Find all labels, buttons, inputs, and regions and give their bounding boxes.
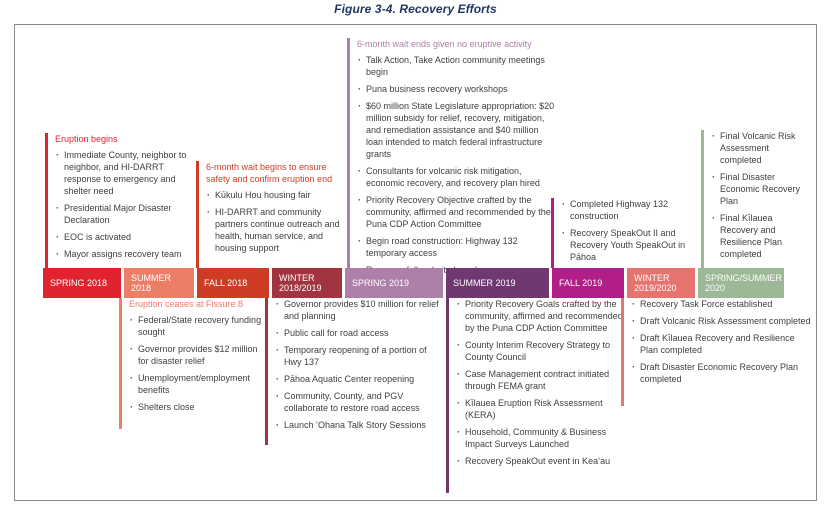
event-bullet: · Launch ʻOhana Talk Story Sessions [275,419,445,431]
event-bullet: · Shelters close [129,401,269,413]
event-bullet: · Recovery SpeakOut event in Keaʻau [456,455,632,467]
event-header: Eruption ceases at Fissure 8 [129,299,244,309]
event-bullet: · Household, Community & Business Impact Surveys Launched [456,426,632,450]
event-bullet: · Draft Disaster Economic Recovery Plan completed [631,361,813,385]
event-bullet: · Presidential Major Disaster Declaration [55,202,195,226]
event-block-winter-2018-2019-below [265,298,445,445]
event-bullet: · Draft Kīlauea Recovery and Resilience Plan completed [631,332,813,356]
event-block-winter-2019-2020-below [621,298,813,406]
event-bullet: · Case Management contract initiated through FEMA grant [456,368,632,392]
timeline-segment-label: WINTER 2018/2019 [279,272,322,293]
event-bullet: · Public call for road access [275,327,445,339]
event-header: 6-month wait ends given no eruptive activity [357,39,532,49]
event-bullet: · Pāhoa Aquatic Center reopening [275,373,445,385]
event-bullet: · Recovery Task Force established [631,298,813,310]
event-bullet: · $60 million State Legislature appropriation: $20 million subsidy for relief, recovery, mitigation, and remediation assistance and $40 million loan intended to match federal infrastructure grants [357,100,557,160]
event-bullet: · Completed Highway 132 construction [561,198,699,222]
event-bullet: · Talk Action, Take Action community meetings begin [357,54,557,78]
event-bullet: · Priority Recovery Objective crafted by the community, affirmed and recommended by the Puna CDP Action Committee [357,194,557,230]
timeline-segment-spring-2019 [345,268,443,298]
timeline-segment-label: SPRING 2019 [352,277,410,288]
event-bullet: · Puna business recovery workshops [357,83,557,95]
event-bullet-list [206,189,347,254]
event-bullet: · Begin road construction: Highway 132 temporary access [357,235,557,259]
event-bullet-list [275,298,445,431]
event-bullet: · Temporary reopening of a portion of Hwy 137 [275,344,445,368]
timeline-segment-label: SPRING 2018 [50,277,108,288]
timeline-segment-label: FALL 2019 [559,277,603,288]
event-block-fall-2018-above [196,161,347,268]
timeline-segment-label: SPRING/SUMMER 2020 [705,272,783,293]
event-bullet-list [357,54,557,276]
event-bullet: · Mayor assigns recovery team [55,248,195,260]
event-bullet: · Federal/State recovery funding sought [129,314,269,338]
timeline-segment-fall-2019 [552,268,624,298]
timeline-segment-label: WINTER 2019/2020 [634,272,677,293]
event-bullet: · Final Disaster Economic Recovery Plan [711,171,803,207]
event-block-summer-2019-below [446,298,632,493]
event-bullet: · Consultants for volcanic risk mitigation, economic recovery, and recovery plan hired [357,165,557,189]
timeline-segment-spring-2018 [43,268,121,298]
event-bullet: · Draft Volcanic Risk Assessment completed [631,315,813,327]
event-bullet: · EOC is activated [55,231,195,243]
event-bullet: · Final Kīlauea Recovery and Resilience Plan completed [711,212,803,260]
event-block-spring-summer-2020-above [701,130,803,268]
timeline-segment-winter-2018-2019 [272,268,342,298]
event-bullet: · Priority Recovery Goals crafted by the community, affirmed and recommended by the Puna CDP Action Committee [456,298,632,334]
event-header: 6-month wait begins to ensure safety and confirm eruption end [206,162,333,184]
event-bullet: · Community, County, and PGV collaborate to restore road access [275,390,445,414]
event-block-summer-2018-below [119,298,269,429]
event-bullet-list [711,130,803,260]
timeline-segment-summer-2019 [446,268,549,298]
event-bullet: · Final Volcanic Risk Assessment completed [711,130,803,166]
timeline-segment-label: SUMMER 2019 [453,277,516,288]
event-bullet: · Unemployment/employment benefits [129,372,269,396]
event-bullet: · HI-DARRT and community partners continue outreach and health, human service, and housing support [206,206,347,254]
event-bullet: · Kūkulu Hou housing fair [206,189,347,201]
event-bullet-list [631,298,813,385]
event-bullet: · Kīlauea Eruption Risk Assessment (KERA) [456,397,632,421]
timeline-segment-summer-2018 [124,268,194,298]
event-bullet-list [55,149,195,260]
timeline-segment-label: SUMMER 2018 [131,272,171,293]
figure-title: Figure 3-4. Recovery Efforts [334,2,497,16]
timeline-segment-fall-2018 [197,268,269,298]
timeline-segment-winter-2019-2020 [627,268,695,298]
event-block-spring-2019-above [347,38,557,268]
timeline-segment-spring-summer-2020 [698,268,784,298]
event-header: Eruption begins [55,134,118,144]
event-block-spring-2018-above [45,133,195,268]
event-bullet-list [561,198,699,263]
event-bullet: · Governor provides $12 million for disaster relief [129,343,269,367]
event-bullet-list [129,314,269,413]
event-bullet-list [456,298,632,467]
event-bullet: · Governor provides $10 million for relief and planning [275,298,445,322]
event-bullet: · County Interim Recovery Strategy to County Council [456,339,632,363]
event-bullet: · Recovery SpeakOut II and Recovery Youth SpeakOut in Pāhoa [561,227,699,263]
event-bullet: · Immediate County, neighbor to neighbor, and HI-DARRT response to emergency and shelter need [55,149,195,197]
timeline-segment-label: FALL 2018 [204,277,248,288]
event-block-fall-2019-above [551,198,699,268]
